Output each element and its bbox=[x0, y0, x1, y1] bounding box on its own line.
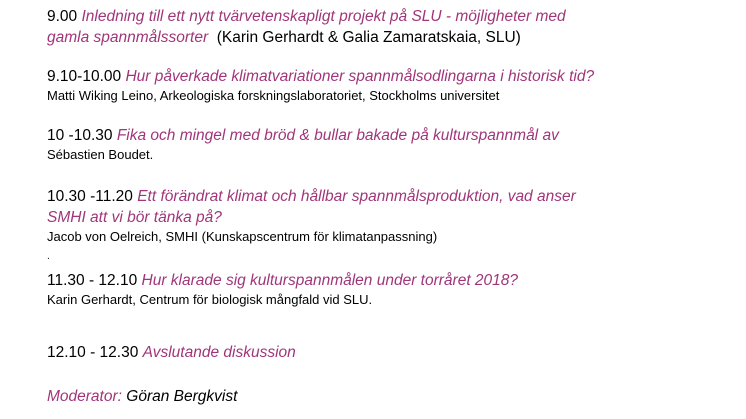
program-item-climate-history bbox=[47, 66, 737, 104]
item-speaker: (Karin Gerhardt & Galia Zamaratskaia, SLU) bbox=[216, 29, 521, 46]
item-time: 12.10 - 12.30 bbox=[47, 344, 139, 361]
item-time: 11.30 - 12.10 bbox=[47, 272, 138, 289]
program-item-fika bbox=[47, 125, 737, 163]
item-title-continued: gamla spannmålssorter bbox=[47, 29, 209, 46]
item-title-suffix: av bbox=[542, 127, 559, 144]
item-time: 10 -10.30 bbox=[47, 127, 113, 144]
item-title: Hur påverkade klimatvariationer spannmålsodlingarna i historisk tid? bbox=[125, 68, 595, 85]
item-title: Ett förändrat klimat och hållbar spannmålsproduktion, vad anser bbox=[137, 188, 576, 205]
item-speaker: Jacob von Oelreich, SMHI (Kunskapscentrum för klimatanpassning) bbox=[47, 229, 438, 244]
item-time: 9.00 bbox=[47, 8, 78, 25]
program-item-smhi bbox=[47, 186, 737, 245]
program-item-discussion bbox=[47, 342, 737, 363]
moderator-line bbox=[47, 386, 737, 407]
item-title: Inledning till ett nytt tvärvetenskapligt projekt på SLU - möjligheter med bbox=[81, 8, 566, 25]
item-speaker: Sébastien Boudet. bbox=[47, 147, 154, 162]
item-time: 9.10-10.00 bbox=[47, 68, 122, 85]
item-title: Fika och mingel med bröd & bullar bakade på kulturspannmål bbox=[116, 127, 539, 144]
program-item-drought bbox=[47, 270, 737, 308]
item-title-continued: SMHI att vi bör tänka på? bbox=[47, 209, 222, 226]
item-title: Hur klarade sig kulturspannmålen under torråret 2018? bbox=[141, 272, 519, 289]
program-item-opening bbox=[47, 6, 737, 48]
moderator-name: Göran Bergkvist bbox=[126, 388, 238, 405]
moderator-label: Moderator: bbox=[47, 388, 122, 405]
stray-mark: . bbox=[47, 251, 50, 262]
item-time: 10.30 -11.20 bbox=[47, 188, 133, 205]
item-speaker: Matti Wiking Leino, Arkeologiska forskningslaboratoriet, Stockholms universitet bbox=[47, 88, 500, 103]
item-speaker: Karin Gerhardt, Centrum för biologisk mångfald vid SLU. bbox=[47, 292, 373, 307]
item-title: Avslutande diskussion bbox=[142, 344, 296, 361]
